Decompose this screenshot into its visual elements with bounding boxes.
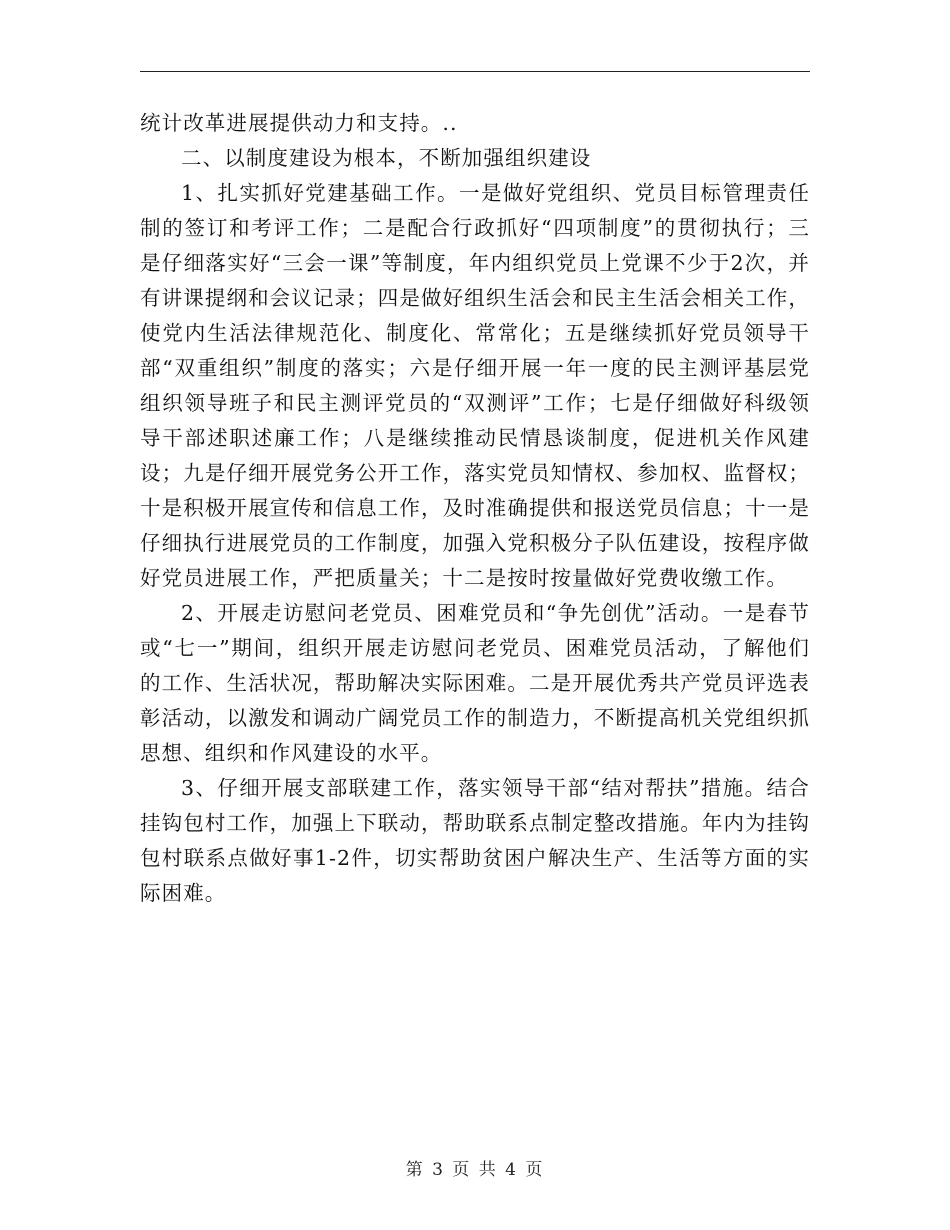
page-footer: 第 3 页 共 4 页 [405, 1160, 545, 1180]
continuation-paragraph: 统计改革进展提供动力和支持。.. [140, 111, 458, 135]
header-rule [140, 71, 810, 72]
section-heading: 二、以制度建设为根本，不断加强组织建设 [181, 146, 592, 170]
document-body [140, 106, 810, 911]
paragraph-item-3: 3、仔细开展支部联建工作，落实领导干部“结对帮扶”措施。结合挂钩包村工作，加强上下联动，帮助联系点制定整改措施。年内为挂钩包村联系点做好事1-2件，切实帮助贫困户解决生产、生活等方面的实际困难。 [140, 776, 810, 905]
paragraph-item-1: 1、扎实抓好党建基础工作。一是做好党组织、党员目标管理责任制的签订和考评工作；二是配合行政抓好“四项制度”的贯彻执行；三是仔细落实好“三会一课”等制度，年内组织党员上党课不少于2次，并有讲课提纲和会议记录；四是做好组织生活会和民主生活会相关工作，使党内生活法律规范化、制度化、常常化；五是继续抓好党员领导干部“双重组织”制度的落实；六是仔细开展一年一度的民主测评基层党组织领导班子和民主测评党员的“双测评”工作；七是仔细做好科级领导干部述职述廉工作；八是继续推动民情恳谈制度，促进机关作风建设；九是仔细开展党务公开工作，落实党员知情权、参加权、监督权；十是积极开展宣传和信息工作，及时准确提供和报送党员信息；十一是仔细执行进展党员的工作制度，加强入党积极分子队伍建设，按程序做好党员进展工作，严把质量关；十二是按时按量做好党费收缴工作。 [140, 181, 810, 590]
paragraph-item-2: 2、开展走访慰问老党员、困难党员和“争先创优”活动。一是春节或“七一”期间，组织开展走访慰问老党员、困难党员活动，了解他们的工作、生活状况，帮助解决实际困难。二是开展优秀共产党员评选表彰活动，以激发和调动广阔党员工作的制造力，不断提高机关党组织抓思想、组织和作风建设的水平。 [140, 601, 810, 765]
